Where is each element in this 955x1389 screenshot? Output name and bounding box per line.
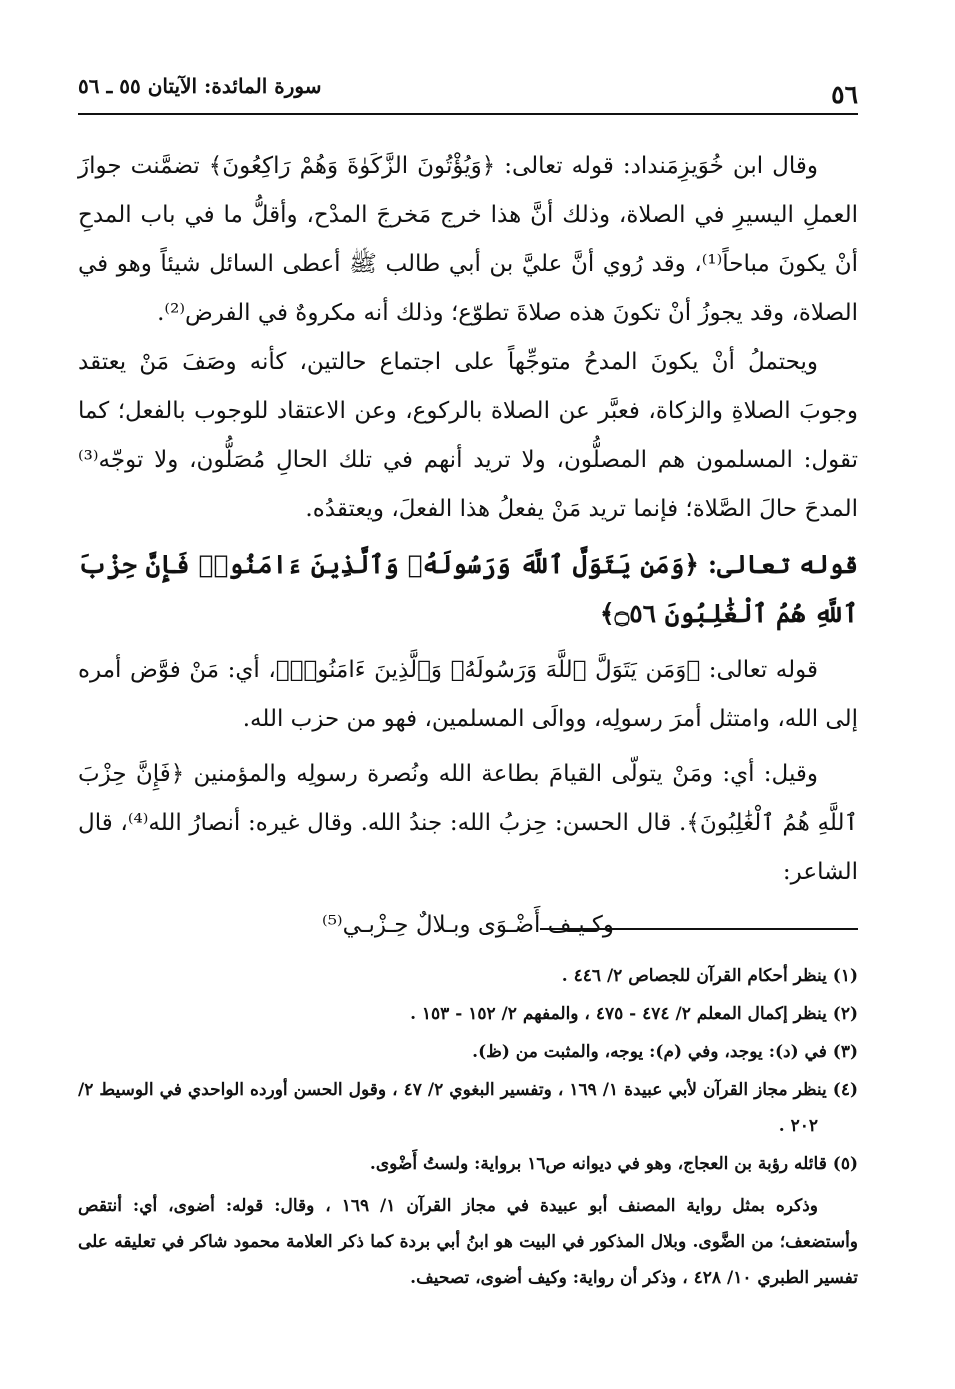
- paragraph-tafsir: قوله تعالى: ﴿وَمَن يَتَوَلَّ ٱللَّهَ وَرَسُولَهُۥ وَٱلَّذِينَ ءَامَنُوا۟﴾، أي: مَنْ فوَّض أمره إلى الله، وامتثل أمرَ رسولِه، ووالَى المسلمين، فهو من حزب الله.: [78, 657, 858, 732]
- footnote-3: (٣) في (د): يوجد، وفي (م): يوجه، والمثبت من (ظ).: [472, 1042, 858, 1062]
- footnotes: [78, 958, 858, 1298]
- paragraph-ibn-khuwayz: وقال ابن خُوَيزِمَنداد: قوله تعالى: ﴿وَيُؤْتُونَ الزَّكَوٰةَ وَهُمْ رَاكِعُونَ﴾ تضمَّنت جوازَ العملِ اليسيرِ في الصلاة، وذلك أنَّ هذا خرج مَخرجَ المدْح، وأقلُّ ما في باب المدحِ أنْ يكونَ مباحاً⁽¹⁾، وقد رُوي أنَّ عليَّ بن أبي طالب ﷺ أعطى السائل شيئاً وهو في الصلاة، وقد يجوزُ أنْ تكونَ هذه صلاةَ تطوّع؛ وذلك أنه مكروهٌ في الفرض⁽²⁾.: [78, 153, 859, 326]
- main-text: [78, 142, 858, 950]
- header-divider: [78, 113, 858, 115]
- verse-heading: قوله تعالى: ﴿وَمَن يَتَوَلَّ ٱللَّهَ وَرَسُولَهُۥ وَٱلَّذِينَ ءَامَنُوا۟ فَإِنَّ حِزْبَ ٱللَّهِ هُمُ ٱلْغَٰلِبُونَ ۝٥٦﴾: [78, 550, 858, 628]
- footnote-5: (٥) قائله رؤبة بن العجاج، وهو في ديوانه ص١٦ برواية: ولستُ أَضْوى.: [369, 1154, 858, 1174]
- footnote-2: (٢) ينظر إكمال المعلم ٢/ ٤٧٤ - ٤٧٥ ، والمفهم ٢/ ١٥٢ - ١٥٣ .: [410, 1004, 858, 1024]
- paragraph-praise: ويحتملُ أنْ يكونَ المدحُ متوجِّهاً على اجتماع حالتين، كأنه وصَفَ مَنْ يعتقد وجوبَ الصلاةِ والزكاة، فعبَّر عن الصلاة بالركوع، وعن الاعتقاد للوجوب بالفعل؛ كما تقول: المسلمون هم المصلُّون، ولا تريد أنهم في تلك الحالِ مُصَلُّون، ولا توجّه⁽³⁾ المدحَ حالَ الصَّلاة؛ فإنما تريد مَنْ يفعلُ هذا الفعلَ، ويعتقدُه.: [78, 349, 858, 522]
- page-header: [78, 66, 858, 110]
- footnote-1: (١) ينظر أحكام القرآن للجصاص ٢/ ٤٤٦ .: [561, 966, 858, 986]
- paragraph-qila: وقيل: أي: ومَنْ يتولّى القيامَ بطاعة الله ونُصرة رسولِه والمؤمنين ﴿فَإِنَّ حِزْبَ ٱللَّهِ هُمُ ٱلْغَٰلِبُونَ﴾. قال الحسن: حِزبُ الله: جندُ الله. وقال غيره: أنصارُ الله⁽⁴⁾، قال الشاعر:: [78, 761, 858, 885]
- poetry-verse: وكـيـف أَضْـوَى وبـلالٌ حِـزْبـي⁽⁵⁾: [322, 912, 614, 938]
- footnote-5-continued: وذكره بمثل رواية المصنف أبو عبيدة في مجاز القرآن ١/ ١٦٩ ، وقال: قوله: أضوى، أي: أنتقص وأستضعف؛ من الضَّوى. وبلال المذكور في البيت هو ابنُ أبي بردة كما ذكر العلامة محمود شاكر في تعليقه على تفسير الطبري ١٠/ ٤٢٨ ، وذكر أن رواية: وكيف أضوى، تصحيف.: [78, 1196, 858, 1288]
- footnote-divider: [540, 928, 858, 930]
- page-number: ٥٦: [831, 80, 858, 109]
- running-title: سورة المائدة: الآيتان ٥٥ ـ ٥٦: [78, 74, 322, 98]
- footnote-4: (٤) ينظر مجاز القرآن لأبي عبيدة ١/ ١٦٩ ، وتفسير البغوي ٢/ ٤٧ ، وقول الحسن أورده الواحدي في الوسيط ٢/ ٢٠٢ .: [78, 1080, 859, 1136]
